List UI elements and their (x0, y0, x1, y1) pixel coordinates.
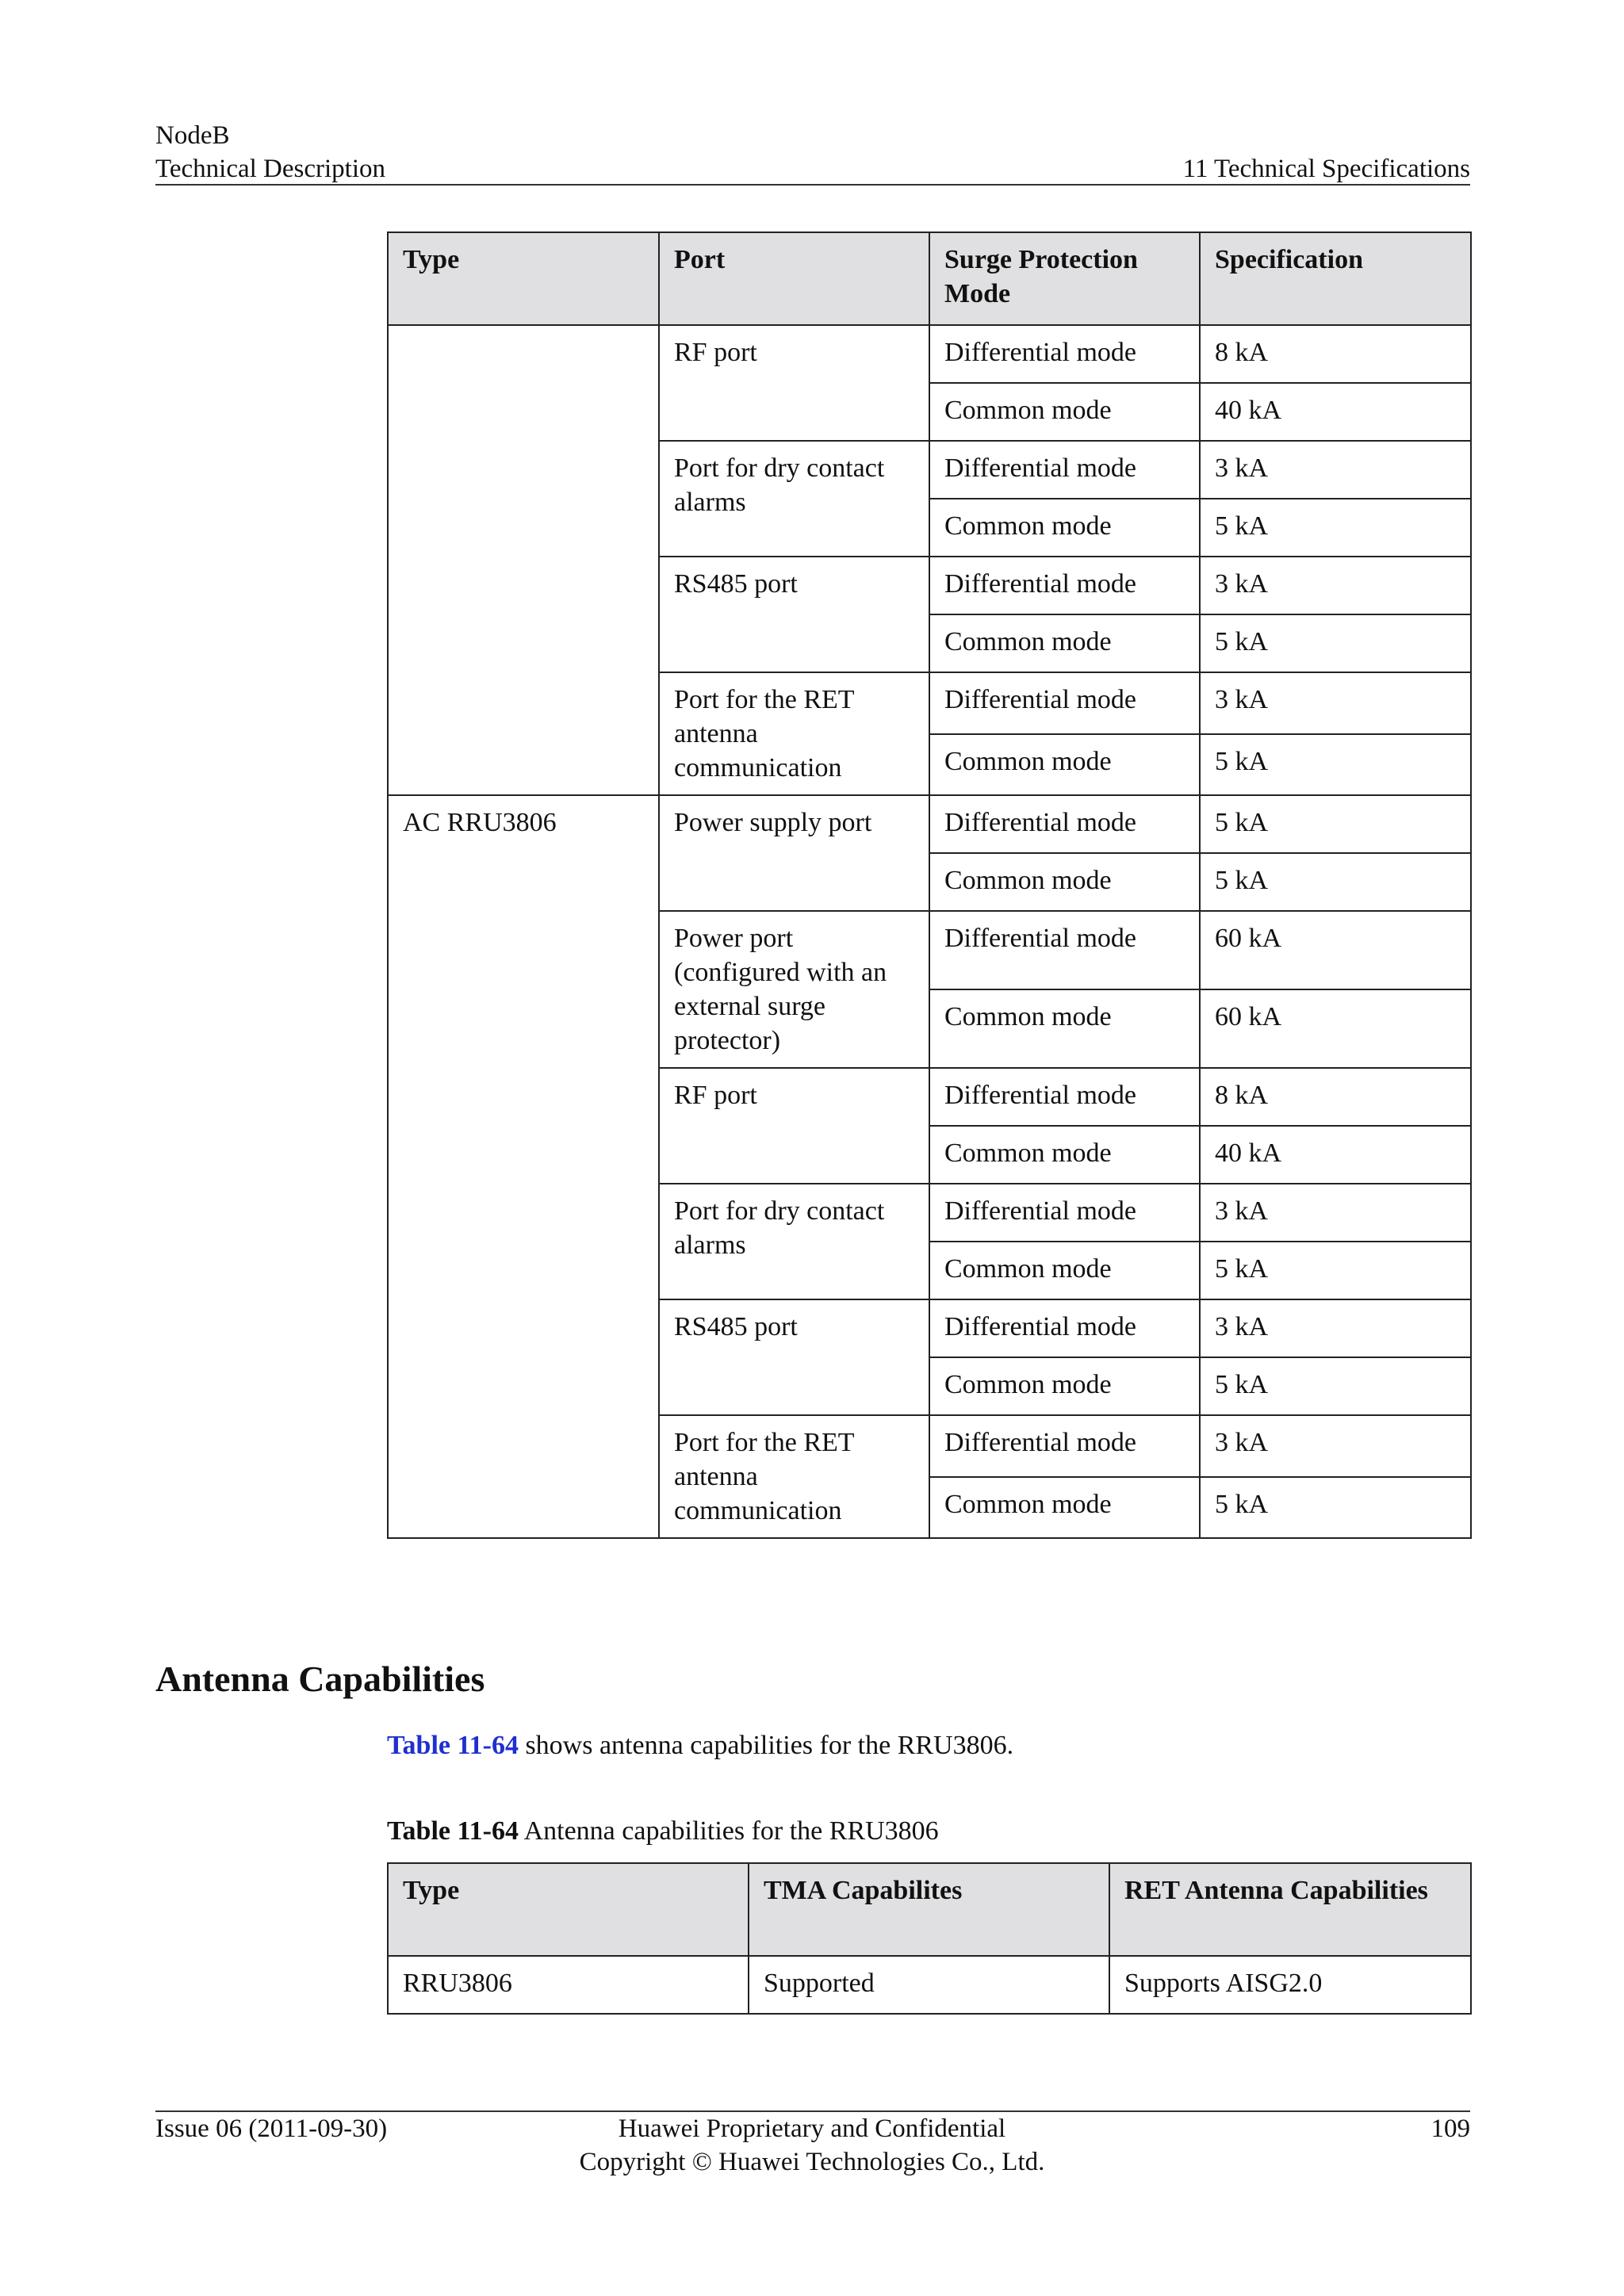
port-cell: Power supply port (659, 795, 929, 911)
mode-cell: Common mode (929, 1242, 1200, 1299)
column-header: Type (388, 1863, 749, 1956)
spec-cell: 3 kA (1200, 1415, 1471, 1477)
mode-cell: Differential mode (929, 1184, 1200, 1242)
port-cell: RF port (659, 1068, 929, 1184)
spec-cell: 60 kA (1200, 989, 1471, 1068)
intro-paragraph (387, 1728, 1013, 1763)
spec-cell: 5 kA (1200, 853, 1471, 911)
table-cell: Supports AISG2.0 (1109, 1956, 1471, 2014)
spec-cell: 5 kA (1200, 1242, 1471, 1299)
column-header: TMA Capabilites (749, 1863, 1109, 1956)
caption-text: Antenna capabilities for the RRU3806 (518, 1816, 939, 1846)
column-header: Type (388, 232, 659, 325)
spec-cell: 3 kA (1200, 1184, 1471, 1242)
spec-cell: 3 kA (1200, 1299, 1471, 1357)
header-divider (155, 184, 1470, 186)
table-reference-link[interactable]: Table 11-64 (387, 1731, 519, 1760)
port-cell: Port for the RET antenna communication (659, 1415, 929, 1538)
mode-cell: Differential mode (929, 557, 1200, 614)
port-cell: Port for dry contact alarms (659, 441, 929, 557)
table-header-row (388, 232, 1471, 325)
footer-confidential: Huawei Proprietary and Confidential (618, 2114, 1006, 2143)
mode-cell: Common mode (929, 1126, 1200, 1184)
table-cell: RRU3806 (388, 1956, 749, 2014)
type-cell (388, 325, 659, 795)
footer-copyright: Copyright © Huawei Technologies Co., Ltd. (579, 2148, 1045, 2176)
spec-cell: 5 kA (1200, 1477, 1471, 1539)
mode-cell: Differential mode (929, 911, 1200, 989)
spec-cell: 3 kA (1200, 672, 1471, 734)
surge-table-body (388, 325, 1471, 1538)
column-header: Surge Protection Mode (929, 232, 1200, 325)
table-header-row (388, 1863, 1471, 1956)
spec-cell: 5 kA (1200, 499, 1471, 557)
header-doc-title: Technical Description (155, 155, 385, 183)
table-row (388, 795, 1471, 853)
column-header: RET Antenna Capabilities (1109, 1863, 1471, 1956)
port-cell: Power port (configured with an external surge protector) (659, 911, 929, 1068)
mode-cell: Differential mode (929, 1415, 1200, 1477)
port-cell: RS485 port (659, 1299, 929, 1415)
spec-cell: 8 kA (1200, 325, 1471, 383)
header-chapter: 11 Technical Specifications (1182, 155, 1470, 183)
spec-cell: 60 kA (1200, 911, 1471, 989)
surge-protection-table (387, 232, 1472, 1539)
table-row (388, 325, 1471, 383)
table-cell: Supported (749, 1956, 1109, 2014)
spec-cell: 8 kA (1200, 1068, 1471, 1126)
spec-cell: 3 kA (1200, 441, 1471, 499)
type-cell: AC RRU3806 (388, 795, 659, 1538)
mode-cell: Differential mode (929, 441, 1200, 499)
mode-cell: Common mode (929, 853, 1200, 911)
mode-cell: Common mode (929, 1357, 1200, 1415)
spec-cell: 5 kA (1200, 614, 1471, 672)
section-title: Antenna Capabilities (155, 1659, 485, 1699)
mode-cell: Common mode (929, 383, 1200, 441)
mode-cell: Common mode (929, 614, 1200, 672)
footer-center (0, 2112, 1624, 2179)
port-cell: RF port (659, 325, 929, 441)
spec-cell: 5 kA (1200, 1357, 1471, 1415)
spec-cell: 5 kA (1200, 795, 1471, 853)
column-header: Port (659, 232, 929, 325)
column-header: Specification (1200, 232, 1471, 325)
header-product: NodeB (155, 121, 230, 150)
mode-cell: Differential mode (929, 795, 1200, 853)
mode-cell: Common mode (929, 989, 1200, 1068)
mode-cell: Differential mode (929, 1299, 1200, 1357)
mode-cell: Differential mode (929, 325, 1200, 383)
footer-page-number: 109 (1431, 2114, 1470, 2143)
footer-issue: Issue 06 (2011-09-30) (155, 2114, 388, 2143)
table-caption (387, 1814, 939, 1849)
port-cell: Port for dry contact alarms (659, 1184, 929, 1299)
mode-cell: Common mode (929, 734, 1200, 796)
port-cell: Port for the RET antenna communication (659, 672, 929, 795)
caption-label: Table 11-64 (387, 1816, 519, 1846)
port-cell: RS485 port (659, 557, 929, 672)
spec-cell: 40 kA (1200, 383, 1471, 441)
spec-cell: 5 kA (1200, 734, 1471, 796)
intro-text: shows antenna capabilities for the RRU3806. (518, 1731, 1014, 1760)
antenna-capabilities-table (387, 1862, 1472, 2015)
mode-cell: Common mode (929, 1477, 1200, 1539)
mode-cell: Differential mode (929, 1068, 1200, 1126)
page-header (155, 119, 385, 186)
mode-cell: Differential mode (929, 672, 1200, 734)
mode-cell: Common mode (929, 499, 1200, 557)
spec-cell: 40 kA (1200, 1126, 1471, 1184)
table-row (388, 1956, 1471, 2014)
spec-cell: 3 kA (1200, 557, 1471, 614)
